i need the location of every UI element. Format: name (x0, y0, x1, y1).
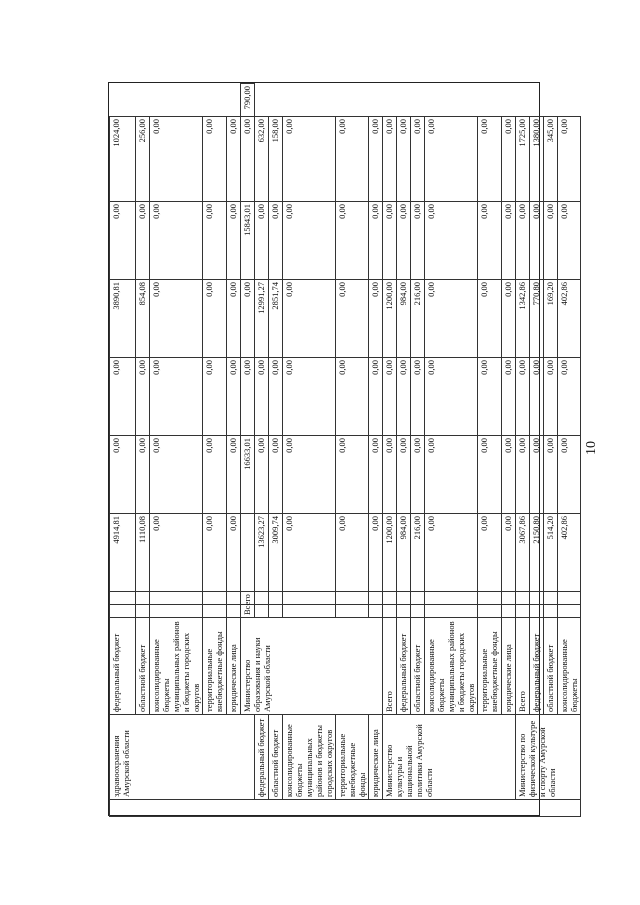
org-cell: Министерство по физической культуре и спорту Амурской области (516, 715, 581, 800)
value-cell: 0,00 (502, 117, 516, 202)
empty-cell (269, 605, 283, 618)
value-cell: 345,00 (544, 117, 558, 202)
value-cell: 0,00 (227, 358, 241, 436)
empty-cell (383, 592, 397, 605)
value-cell: 514,20 (544, 514, 558, 592)
table-row (558, 84, 581, 817)
value-cell: 0,00 (269, 202, 283, 280)
value-cell: 0,00 (203, 202, 227, 280)
value-cell: 1380,00 (530, 117, 544, 202)
value-cell: 0,00 (336, 280, 369, 358)
value-cell: 0,00 (544, 436, 558, 514)
value-cell: 0,00 (558, 117, 581, 202)
table-row (530, 84, 544, 817)
value-cell: 0,00 (397, 202, 411, 280)
value-cell: 0,00 (227, 117, 241, 202)
empty-cell (502, 605, 516, 618)
value-cell: 0,00 (502, 358, 516, 436)
table-row (150, 84, 203, 817)
value-cell: 0,00 (241, 117, 255, 202)
value-cell: 216,00 (411, 280, 425, 358)
empty-cell (516, 592, 530, 605)
value-cell: 0,00 (397, 436, 411, 514)
value-cell: 0,00 (150, 514, 203, 592)
value-cell: 12991,27 (255, 280, 269, 358)
value-cell: 0,00 (269, 358, 283, 436)
value-cell: 0,00 (336, 514, 369, 592)
value-cell: 0,00 (530, 358, 544, 436)
funding-source-cell: территориальные внебюджетные фонды (203, 618, 227, 715)
value-cell: 402,86 (558, 280, 581, 358)
empty-cell (269, 592, 283, 605)
empty-cell (283, 605, 336, 618)
empty-cell (150, 592, 203, 605)
value-cell: 1342,86 (516, 280, 530, 358)
empty-cell (530, 605, 544, 618)
value-cell: 0,00 (425, 280, 478, 358)
empty-cell (110, 605, 136, 618)
value-cell: 0,00 (336, 202, 369, 280)
empty-cell (502, 592, 516, 605)
table-row (383, 84, 397, 817)
value-cell: 0,00 (283, 358, 336, 436)
table-row (241, 84, 255, 817)
value-cell: 0,00 (150, 436, 203, 514)
value-cell: 0,00 (369, 514, 383, 592)
value-cell: 0,00 (425, 202, 478, 280)
value-cell: 0,00 (425, 514, 478, 592)
table-row (203, 84, 227, 817)
table-row (478, 84, 502, 817)
funding-source-cell: областной бюджет (411, 618, 425, 715)
org-cell: Министерство культуры и национальной политики Амурской области (383, 715, 516, 800)
table-row (397, 84, 411, 817)
table-row (136, 84, 150, 817)
empty-cell (425, 605, 478, 618)
value-cell: 0,00 (227, 436, 241, 514)
value-cell: 256,00 (136, 117, 150, 202)
value-cell: 0,00 (203, 117, 227, 202)
value-cell: 0,00 (411, 358, 425, 436)
value-cell: 0,00 (369, 436, 383, 514)
value-cell: 0,00 (369, 280, 383, 358)
value-cell: 0,00 (150, 202, 203, 280)
empty-cell (516, 605, 530, 618)
value-cell: 0,00 (516, 202, 530, 280)
rotated-table-wrapper (109, 83, 579, 817)
value-cell: 0,00 (383, 436, 397, 514)
value-cell: 16633,01 (241, 436, 255, 514)
funding-source-cell: Всего (383, 618, 397, 715)
value-cell: 0,00 (203, 280, 227, 358)
value-cell: 0,00 (269, 436, 283, 514)
value-cell: 3890,81 (110, 280, 136, 358)
value-cell: 169,20 (544, 280, 558, 358)
funding-source-cell: областной бюджет (544, 618, 558, 715)
empty-cell (336, 592, 369, 605)
funding-source-cell: юридические лица (502, 618, 516, 715)
value-cell: 0,00 (110, 358, 136, 436)
value-cell: 0,00 (369, 358, 383, 436)
empty-cell (255, 605, 269, 618)
value-cell: 0,00 (478, 358, 502, 436)
value-cell: 0,00 (203, 514, 227, 592)
page-number: 10 (584, 441, 599, 455)
value-cell: 0,00 (502, 514, 516, 592)
empty-cell (203, 592, 227, 605)
value-cell: 0,00 (478, 436, 502, 514)
value-cell: 1200,00 (383, 280, 397, 358)
budget-table (109, 83, 581, 817)
value-cell: 3009,74 (269, 514, 283, 592)
table-row (425, 84, 478, 817)
value-cell: 0,00 (336, 117, 369, 202)
value-cell: 0,00 (203, 436, 227, 514)
value-cell: 0,00 (336, 358, 369, 436)
funding-source-cell: федеральный бюджет (110, 618, 136, 715)
value-cell: 1024,00 (110, 117, 136, 202)
org-cell: Министерство образования и науки Амурской области (241, 618, 383, 715)
value-cell: 0,00 (558, 202, 581, 280)
value-cell: 0,00 (425, 117, 478, 202)
funding-source-cell: юридические лица (369, 715, 383, 800)
value-cell: 0,00 (227, 202, 241, 280)
value-cell: 0,00 (383, 117, 397, 202)
value-cell: 0,00 (478, 202, 502, 280)
funding-source-cell: Всего (516, 618, 530, 715)
value-cell: 0,00 (544, 358, 558, 436)
empty-cell (544, 592, 558, 605)
value-cell: 0,00 (369, 117, 383, 202)
value-cell: 0,00 (502, 280, 516, 358)
value-cell: 0,00 (150, 117, 203, 202)
value-cell: 0,00 (283, 280, 336, 358)
value-cell: 0,00 (502, 436, 516, 514)
funding-source-cell: федеральный бюджет (530, 618, 544, 715)
value-cell: 0,00 (558, 436, 581, 514)
value-cell: 216,00 (411, 514, 425, 592)
empty-cell (530, 592, 544, 605)
empty-cell (411, 605, 425, 618)
value-cell: 0,00 (478, 117, 502, 202)
value-cell: 4914,81 (110, 514, 136, 592)
value-cell: 0,00 (425, 436, 478, 514)
empty-cell (411, 592, 425, 605)
value-cell: 0,00 (227, 514, 241, 592)
value-cell: 1110,08 (136, 514, 150, 592)
value-cell: 0,00 (478, 514, 502, 592)
funding-source-cell: территориальные внебюджетные фонды (478, 618, 502, 715)
value-cell: 0,00 (530, 436, 544, 514)
value-cell: 0,00 (255, 436, 269, 514)
value-cell: 632,00 (255, 117, 269, 202)
value-cell: 0,00 (136, 358, 150, 436)
empty-cell (397, 605, 411, 618)
funding-source-cell: федеральный бюджет (255, 715, 269, 800)
value-cell: 0,00 (283, 202, 336, 280)
empty-cell (336, 605, 369, 618)
leading-blank-column (110, 800, 581, 817)
value-cell: 790,00 (241, 84, 255, 117)
value-cell: 0,00 (516, 436, 530, 514)
empty-cell (478, 592, 502, 605)
value-cell: 0,00 (411, 117, 425, 202)
value-cell: 0,00 (383, 358, 397, 436)
empty-cell (283, 592, 336, 605)
value-cell: 15843,01 (241, 202, 255, 280)
value-cell: 984,00 (397, 514, 411, 592)
funding-source-cell: консолидированные бюджеты (558, 618, 581, 715)
value-cell: 0,00 (227, 280, 241, 358)
value-cell: 0,00 (283, 436, 336, 514)
empty-cell (227, 592, 241, 605)
value-cell: 0,00 (544, 202, 558, 280)
value-cell: 0,00 (411, 436, 425, 514)
value-cell: 0,00 (283, 117, 336, 202)
table-row (411, 84, 425, 817)
value-cell: 0,00 (397, 358, 411, 436)
value-cell: 3067,86 (516, 514, 530, 592)
funding-source-cell: областной бюджет (269, 715, 283, 800)
value-cell: 0,00 (110, 436, 136, 514)
value-cell: 0,00 (203, 358, 227, 436)
value-cell: 0,00 (150, 358, 203, 436)
empty-cell (397, 592, 411, 605)
table-row (544, 84, 558, 817)
value-cell: 2150,80 (530, 514, 544, 592)
funding-source-cell: Всего (241, 605, 255, 618)
value-cell: 984,00 (397, 280, 411, 358)
value-cell: 0,00 (136, 436, 150, 514)
value-cell: 13623,27 (255, 514, 269, 592)
table-row (110, 84, 136, 817)
org-cell: здравоохранения Амурской области (110, 715, 255, 800)
value-cell: 0,00 (150, 280, 203, 358)
empty-cell (558, 605, 581, 618)
value-cell: 0,00 (283, 514, 336, 592)
empty-cell (478, 605, 502, 618)
value-cell: 0,00 (411, 202, 425, 280)
value-cell: 0,00 (255, 358, 269, 436)
value-cell: 0,00 (136, 202, 150, 280)
empty-cell (203, 605, 227, 618)
empty-cell (369, 592, 383, 605)
empty-cell (150, 605, 203, 618)
empty-cell (558, 592, 581, 605)
funding-source-cell: консолидированные бюджеты муниципальных районов и бюджеты городских округов (150, 618, 203, 715)
empty-cell (136, 592, 150, 605)
value-cell: 0,00 (110, 202, 136, 280)
value-cell: 0,00 (336, 436, 369, 514)
value-cell: 1200,00 (383, 514, 397, 592)
table-row (516, 84, 530, 817)
funding-source-cell: областной бюджет (136, 618, 150, 715)
value-cell: 0,00 (369, 202, 383, 280)
value-cell: 0,00 (241, 280, 255, 358)
value-cell: 0,00 (241, 358, 255, 436)
value-cell: 0,00 (255, 202, 269, 280)
value-cell: 0,00 (558, 358, 581, 436)
table-row (227, 84, 241, 817)
value-cell: 1725,00 (516, 117, 530, 202)
empty-cell (110, 592, 136, 605)
funding-source-cell: консолидированные бюджеты муниципальных районов и бюджеты городских округов (283, 715, 336, 800)
value-cell: 2851,74 (269, 280, 283, 358)
value-cell: 854,08 (136, 280, 150, 358)
empty-cell (241, 514, 255, 592)
value-cell: 0,00 (397, 117, 411, 202)
value-cell: 770,80 (530, 280, 544, 358)
funding-source-cell: юридические лица (227, 618, 241, 715)
value-cell: 158,00 (269, 117, 283, 202)
value-cell: 0,00 (425, 358, 478, 436)
empty-cell (255, 592, 269, 605)
value-cell: 0,00 (383, 202, 397, 280)
value-cell: 0,00 (516, 358, 530, 436)
table-row (502, 84, 516, 817)
funding-source-cell: территориальные внебюджетные фонды (336, 715, 369, 800)
value-cell: 0,00 (502, 202, 516, 280)
budget-table-sheet (108, 82, 579, 816)
funding-source-cell: федеральный бюджет (397, 618, 411, 715)
value-cell: 0,00 (530, 202, 544, 280)
value-cell: 0,00 (478, 280, 502, 358)
value-cell: 402,86 (558, 514, 581, 592)
empty-cell (544, 605, 558, 618)
empty-cell (136, 605, 150, 618)
empty-cell (369, 605, 383, 618)
empty-cell (425, 592, 478, 605)
empty-cell (227, 605, 241, 618)
empty-cell (383, 605, 397, 618)
funding-source-cell: консолидированные бюджеты муниципальных районов и бюджеты городских округов (425, 618, 478, 715)
